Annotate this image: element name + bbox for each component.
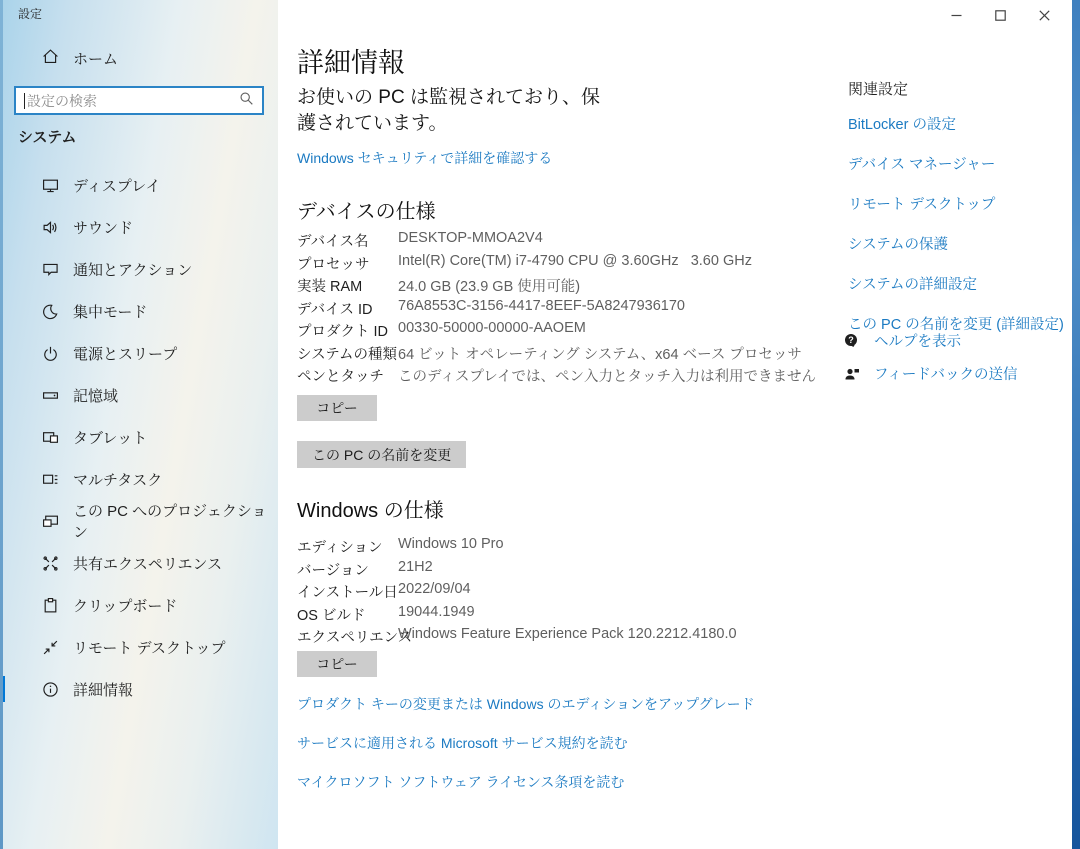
advanced-system-settings-link[interactable]: システムの詳細設定 — [848, 277, 978, 293]
maximize-icon — [995, 10, 1006, 21]
close-icon — [1039, 10, 1050, 21]
spec-row-device-id — [297, 298, 816, 321]
spec-value: 64 ビット オペレーティング システム、x64 ベース プロセッサ — [398, 346, 802, 363]
sidebar-home-label: ホーム — [73, 51, 119, 68]
spec-value: Intel(R) Core(TM) i7-4790 CPU @ 3.60GHz 3.60 GHz — [398, 252, 752, 269]
rename-pc-advanced-link[interactable]: この PC の名前を変更 (詳細設定) — [848, 317, 1064, 333]
related-settings-heading: 関連設定 — [848, 81, 909, 98]
copy-device-spec-button[interactable]: コピー — [297, 395, 377, 421]
sidebar-nav — [0, 164, 278, 710]
sidebar-item-sound[interactable] — [0, 206, 278, 248]
sidebar-item-storage[interactable] — [0, 374, 278, 416]
window-controls — [934, 0, 1066, 30]
nav-label: 共有エクスペリエンス — [73, 555, 223, 573]
nav-label: マルチタスク — [73, 471, 163, 489]
notifications-icon — [42, 261, 59, 278]
settings-search-box[interactable] — [14, 86, 264, 115]
spec-label: 実装 RAM — [297, 279, 363, 295]
spec-label: エクスペリエンス — [297, 630, 413, 646]
spec-label: OS ビルド — [297, 607, 366, 624]
remote-desktop-icon — [42, 639, 59, 656]
spec-label: デバイス ID — [297, 301, 373, 318]
search-icon — [239, 91, 254, 111]
bitlocker-settings-link[interactable]: BitLocker の設定 — [848, 117, 956, 133]
spec-row-product-id — [297, 320, 816, 343]
nav-label: 記憶域 — [73, 387, 119, 405]
spec-value: 76A8553C-3156-4417-8EEF-5A8247936170 — [398, 297, 685, 314]
shared-experiences-icon — [42, 555, 59, 572]
window-left-border — [0, 0, 3, 849]
spec-value: Windows 10 Pro — [398, 536, 504, 552]
power-sleep-icon — [42, 345, 59, 362]
license-links — [297, 694, 755, 811]
spec-value: このディスプレイでは、ペン入力とタッチ入力は利用できません — [398, 369, 817, 385]
close-button[interactable] — [1022, 0, 1066, 30]
sidebar-item-display[interactable] — [0, 164, 278, 206]
search-input[interactable] — [27, 93, 239, 109]
device-manager-link[interactable]: デバイス マネージャー — [848, 157, 996, 173]
storage-icon — [42, 387, 59, 404]
send-feedback-link[interactable] — [843, 363, 1018, 384]
sidebar-item-notifications[interactable] — [0, 248, 278, 290]
clipboard-icon — [42, 597, 59, 614]
spec-label: システムの種類 — [297, 346, 398, 363]
spec-row-system-type — [297, 343, 816, 366]
sidebar-item-tablet[interactable] — [0, 416, 278, 458]
spec-value: 19044.1949 — [398, 603, 475, 620]
sidebar-item-home[interactable] — [42, 48, 118, 69]
send-feedback-label: フィードバックの送信 — [874, 367, 1018, 383]
get-help-link[interactable] — [843, 330, 1018, 351]
spec-value: 24.0 GB (23.9 GB 使用可能) — [398, 279, 581, 295]
projecting-icon — [42, 513, 59, 530]
security-status-text: お使いの PC は監視されており、保護されています。 — [297, 87, 600, 134]
copy-windows-spec-button[interactable]: コピー — [297, 651, 377, 677]
spec-row-os-build — [297, 604, 737, 627]
nav-label: リモート デスクトップ — [73, 639, 226, 657]
spec-label: プロセッサ — [297, 256, 370, 273]
nav-label: 通知とアクション — [73, 261, 193, 279]
windows-security-link[interactable]: Windows セキュリティで詳細を確認する — [297, 150, 553, 166]
sidebar-item-remote-desktop[interactable] — [0, 626, 278, 668]
spec-row-experience — [297, 626, 737, 649]
nav-label: クリップボード — [73, 597, 178, 615]
minimize-icon — [951, 10, 962, 21]
spec-row-version — [297, 559, 737, 582]
spec-value: Windows Feature Experience Pack 120.2212.4180.0 — [398, 626, 737, 642]
display-icon — [42, 177, 59, 194]
windows-spec-table — [297, 536, 737, 649]
spec-label: ペンとタッチ — [297, 369, 384, 385]
focus-assist-icon — [42, 303, 59, 320]
spec-label: インストール日 — [297, 585, 398, 601]
spec-label: プロダクト ID — [297, 324, 389, 340]
related-settings — [848, 78, 1073, 353]
spec-label: エディション — [297, 540, 383, 556]
svg-text:?: ? — [848, 334, 854, 345]
text-caret — [24, 93, 25, 109]
sound-icon — [42, 219, 59, 236]
tablet-icon — [42, 429, 59, 446]
spec-row-device-name — [297, 230, 816, 253]
spec-value: 2022/09/04 — [398, 581, 471, 597]
spec-row-pen-touch — [297, 365, 816, 388]
help-icon — [843, 332, 861, 350]
nav-label: サウンド — [73, 219, 134, 237]
spec-label: デバイス名 — [297, 234, 369, 250]
read-services-agreement-link[interactable]: サービスに適用される Microsoft サービス規約を読む — [297, 735, 628, 751]
spec-row-processor — [297, 253, 816, 276]
maximize-button[interactable] — [978, 0, 1022, 30]
spec-row-install-date — [297, 581, 737, 604]
sidebar-item-multitasking[interactable] — [0, 458, 278, 500]
sidebar-item-about[interactable] — [0, 668, 278, 710]
rename-pc-button[interactable]: この PC の名前を変更 — [297, 441, 466, 468]
sidebar-section-system: システム — [18, 129, 77, 146]
change-product-key-link[interactable]: プロダクト キーの変更または Windows のエディションをアップグレード — [297, 696, 755, 712]
main-content — [278, 0, 1072, 849]
spec-row-edition — [297, 536, 737, 559]
window-title: 設定 — [18, 7, 43, 21]
help-block — [843, 330, 1018, 396]
sidebar-item-projecting[interactable] — [0, 500, 278, 542]
read-license-terms-link[interactable]: マイクロソフト ソフトウェア ライセンス条項を読む — [297, 774, 625, 790]
spec-value: DESKTOP-MMOA2V4 — [398, 230, 543, 246]
spec-row-ram — [297, 275, 816, 298]
spec-label: バージョン — [297, 562, 369, 579]
nav-label: 集中モード — [73, 303, 148, 321]
nav-label: ディスプレイ — [73, 177, 161, 195]
remote-desktop-link[interactable]: リモート デスクトップ — [848, 197, 996, 213]
sidebar-item-power-sleep[interactable] — [0, 332, 278, 374]
about-icon — [42, 681, 59, 698]
desktop-wallpaper-strip — [1072, 0, 1080, 849]
spec-value: 00330-50000-00000-AAOEM — [398, 320, 586, 336]
minimize-button[interactable] — [934, 0, 978, 30]
windows-spec-heading: Windows の仕様 — [297, 500, 444, 522]
device-spec-table — [297, 230, 816, 388]
sidebar-item-clipboard[interactable] — [0, 584, 278, 626]
get-help-label: ヘルプを表示 — [874, 334, 961, 350]
spec-value: 21H2 — [398, 558, 433, 575]
home-icon — [42, 48, 59, 69]
system-protection-link[interactable]: システムの保護 — [848, 237, 949, 253]
nav-label: 詳細情報 — [73, 681, 134, 699]
feedback-icon — [843, 365, 861, 383]
page-title: 詳細情報 — [297, 48, 405, 78]
sidebar — [0, 0, 278, 849]
device-spec-heading: デバイスの仕様 — [297, 201, 436, 223]
sidebar-item-focus-assist[interactable] — [0, 290, 278, 332]
multitasking-icon — [42, 471, 59, 488]
nav-label: この PC へのプロジェクション — [73, 503, 267, 541]
sidebar-item-shared-experiences[interactable] — [0, 542, 278, 584]
nav-label: タブレット — [73, 429, 148, 447]
nav-label: 電源とスリープ — [73, 345, 178, 363]
